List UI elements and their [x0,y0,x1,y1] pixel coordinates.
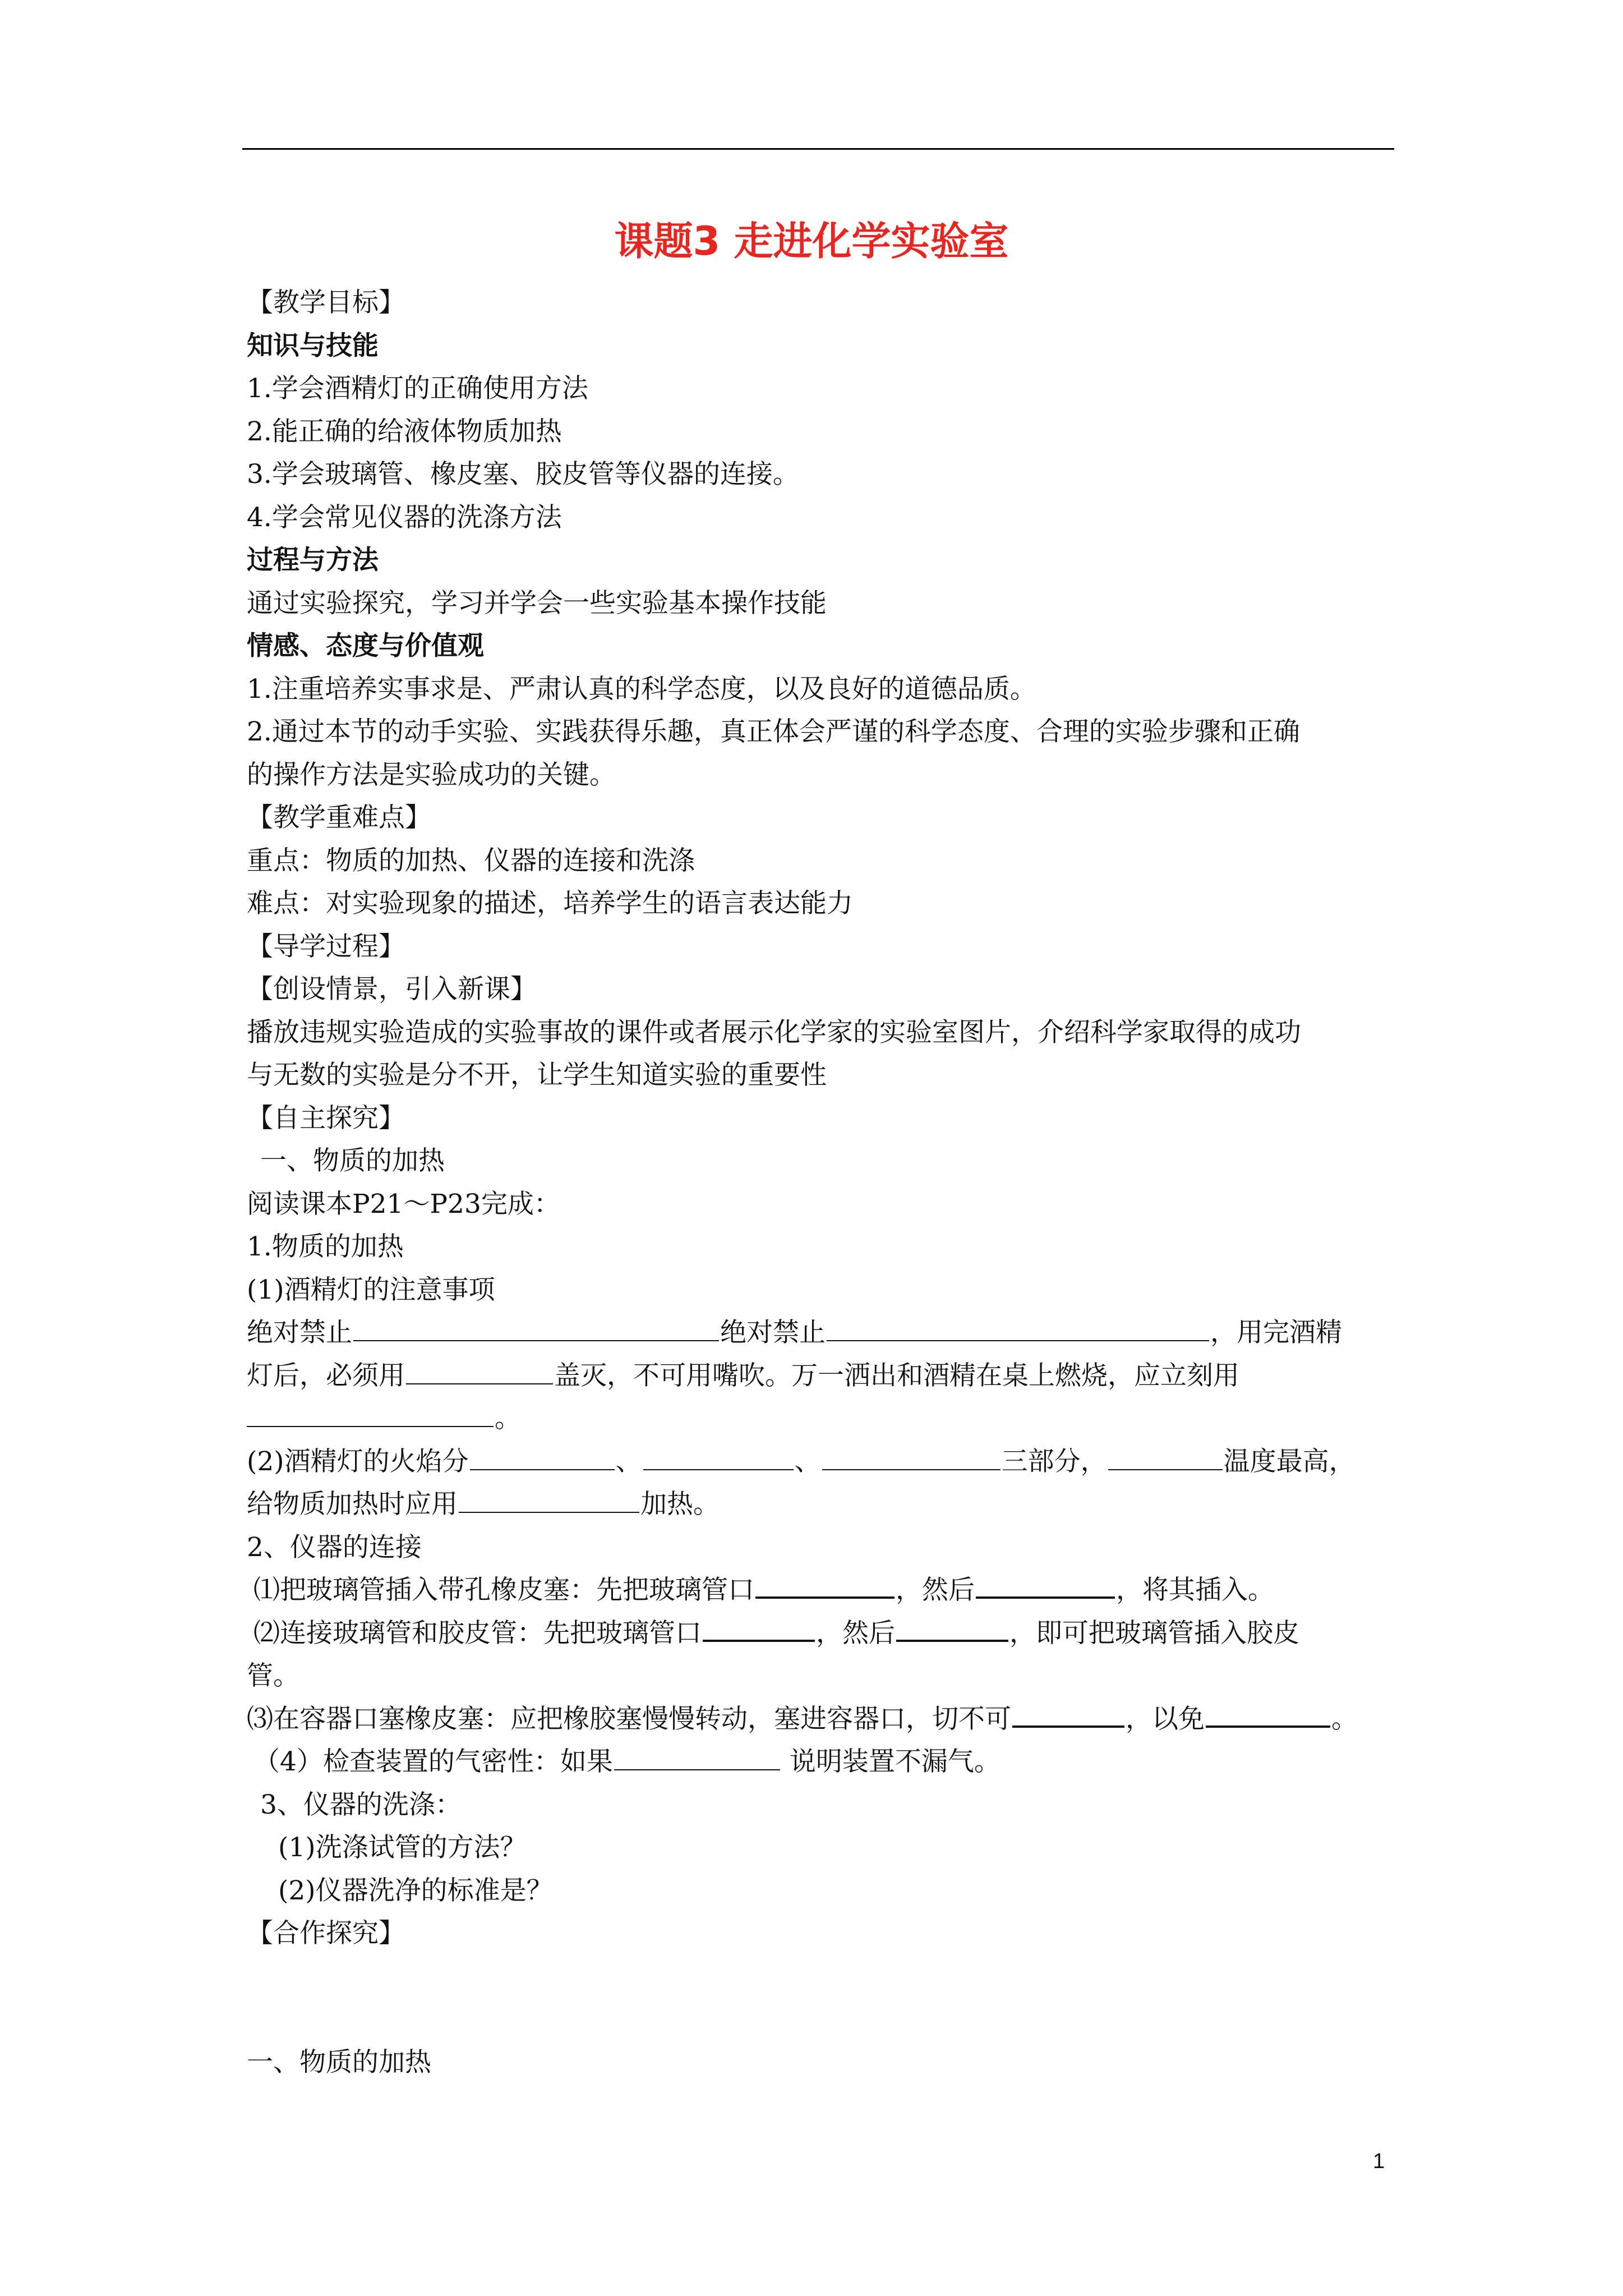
document-body [247,282,1408,2084]
body-line: 重点：物质的加热、仪器的连接和洗涤 [247,845,695,876]
line-text: 给物质加热时应用 [247,1489,458,1520]
page-number: 1 [1373,2150,1385,2173]
line-text: 说明装置不漏气。 [781,1746,1000,1777]
section-heading: 【导学过程】 [247,931,405,962]
section-heading: 【教学重难点】 [247,802,431,833]
page-title: 课题3 走进化学实验室 [614,218,1009,264]
line-text: 加热。 [640,1489,720,1520]
body-line: (1)洗涤试管的方法？ [278,1832,527,1863]
line-text: 绝对禁止 [247,1317,352,1348]
body-line: 1.学会酒精灯的正确使用方法 [247,373,588,404]
line-text: ⑶在容器口塞橡皮塞：应把橡胶塞慢慢转动，塞进容器口，切不可 [247,1703,1011,1734]
body-line: 3.学会玻璃管、橡皮塞、胶皮管等仪器的连接。 [247,459,799,490]
line-text: ，然后 [896,1575,975,1605]
line-text: （4）检查装置的气密性：如果 [253,1746,613,1777]
answer-blank[interactable] [470,1446,615,1470]
line-text: ，以免 [1126,1703,1205,1734]
line-text: 、 [615,1446,642,1477]
line-text: 灯后，必须用 [247,1360,405,1391]
answer-blank[interactable] [822,1446,1000,1470]
fill-in-line [247,1483,1408,1526]
answer-blank[interactable] [1108,1446,1223,1470]
body-line: 3、仪器的洗涤： [260,1789,462,1820]
fill-in-line [247,1355,1408,1398]
line-text: ，即可把玻璃管插入胶皮 [1009,1617,1299,1649]
body-line: 一、物质的加热 [260,1145,445,1176]
line-text: ，用完酒精 [1210,1317,1342,1348]
fill-in-line [247,1397,1408,1441]
fill-in-line [247,1312,1408,1355]
answer-blank[interactable] [827,1317,1209,1341]
answer-blank[interactable] [1012,1702,1124,1728]
body-line: 阅读课本P21～P23完成： [247,1188,560,1220]
answer-blank[interactable] [353,1317,719,1341]
body-line: 1.注重培养实事求是、严肃认真的科学态度，以及良好的道德品质。 [247,673,1036,705]
spacer [247,1955,1408,2041]
answer-blank[interactable] [614,1746,780,1770]
line-text: ，将其插入。 [1116,1575,1274,1605]
answer-blank[interactable] [406,1360,553,1384]
body-line: 通过实验探究，学习并学会一些实验基本操作技能 [247,587,827,619]
answer-blank[interactable] [247,1402,494,1427]
line-text: ，然后 [816,1617,895,1649]
answer-blank[interactable] [896,1616,1008,1642]
answer-blank[interactable] [459,1488,639,1513]
body-line: 播放违规实验造成的实验事故的课件或者展示化学家的实验室图片，介绍科学家取得的成功 [247,1016,1301,1048]
line-text: 温度最高， [1223,1446,1355,1477]
body-line: 2.能正确的给液体物质加热 [247,416,562,447]
subheading: 过程与方法 [247,545,379,576]
body-line: 2、仪器的连接 [247,1531,422,1563]
answer-blank[interactable] [703,1616,815,1642]
body-line: 与无数的实验是分不开，让学生知道实验的重要性 [247,1060,827,1091]
body-line: (1)酒精灯的注意事项 [247,1274,495,1305]
line-text: 盖灭，不可用嘴吹。万一洒出和酒精在桌上燃烧，应立刻用 [554,1360,1239,1391]
section-heading: 【自主探究】 [247,1102,405,1134]
body-line: 2.通过本节的动手实验、实践获得乐趣，真正体会严谨的科学态度、合理的实验步骤和正确 [247,716,1300,747]
header-rule [242,148,1394,150]
fill-in-line [247,1698,1408,1741]
body-line: 难点：对实验现象的描述，培养学生的语言表达能力 [247,888,853,919]
body-line: (2)仪器洗净的标准是？ [278,1875,553,1906]
body-line: 1.物质的加热 [247,1231,404,1262]
line-text: ⑴把玻璃管插入带孔橡皮塞：先把玻璃管口 [253,1575,754,1605]
fill-in-line [247,1441,1408,1484]
line-text: 、 [794,1446,821,1477]
body-line: 4.学会常见仪器的洗涤方法 [247,501,562,533]
body-line: 的操作方法是实验成功的关键。 [247,759,616,790]
answer-blank[interactable] [976,1573,1115,1599]
line-text: 。 [495,1403,521,1434]
body-line: 一、物质的加热 [247,2046,431,2078]
section-heading: 【创设情景，引入新课】 [247,974,537,1005]
body-line: 管。 [247,1660,299,1691]
fill-in-line [247,1569,1408,1612]
line-text: 三部分， [1001,1446,1107,1477]
subheading: 知识与技能 [247,330,379,361]
fill-in-line [247,1741,1408,1784]
answer-blank[interactable] [1206,1702,1330,1728]
answer-blank[interactable] [755,1573,895,1599]
line-text: 绝对禁止 [720,1317,826,1348]
section-heading: 【教学目标】 [247,287,405,318]
subheading: 情感、态度与价值观 [247,631,484,661]
line-text: ⑵连接玻璃管和胶皮管：先把玻璃管口 [253,1617,702,1649]
line-text: 。 [1331,1703,1358,1734]
section-heading: 【合作探究】 [247,1918,405,1949]
answer-blank[interactable] [643,1446,794,1470]
line-text: (2)酒精灯的火焰分 [247,1446,469,1477]
fill-in-line [247,1612,1408,1655]
